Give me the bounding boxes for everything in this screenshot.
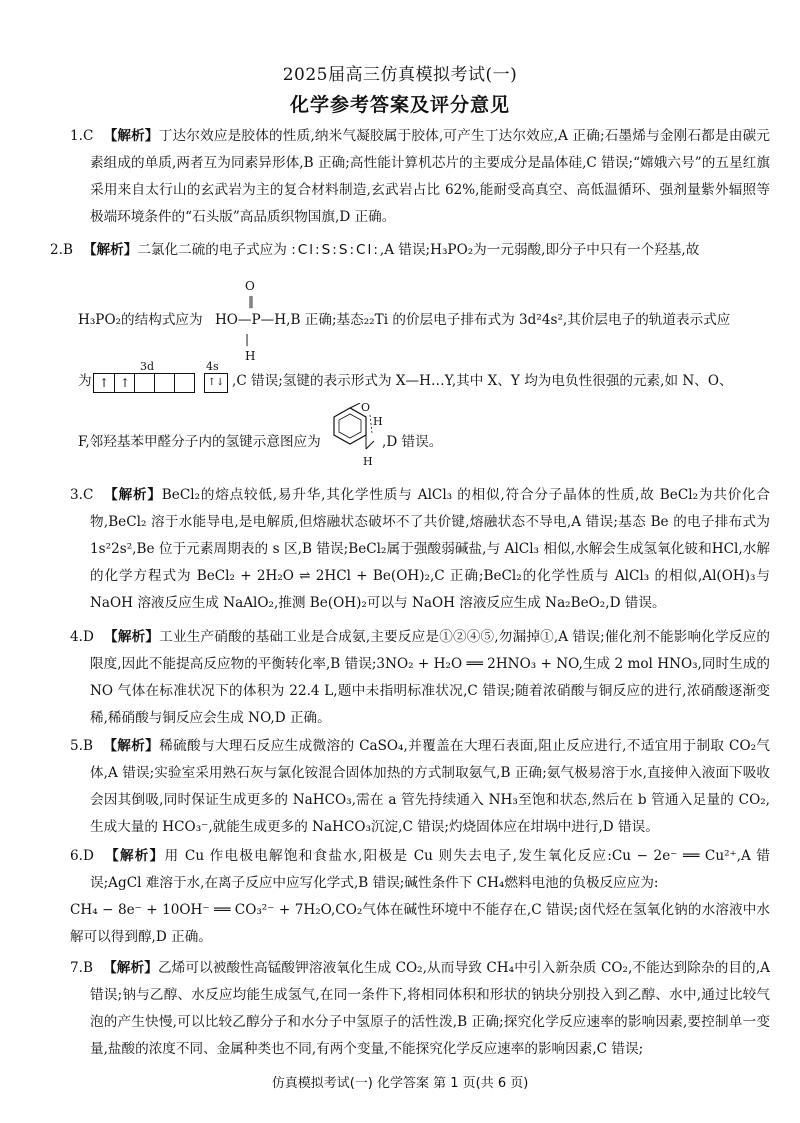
answer-text: 二氯化二硫的电子式应为	[137, 242, 287, 258]
answer-number: 7.B	[70, 960, 93, 976]
struct-double-bond: ‖	[248, 294, 254, 308]
answer-text-line	[70, 897, 770, 951]
answer-text: 为	[78, 373, 92, 389]
answer-text: F,邻羟基苯甲醛分子内的氢键示意图应为	[78, 434, 321, 450]
answer-text: 稀硫酸与大理石反应生成微溶的 CaSO₄,并覆盖在大理石表面,阻止反应进行,不适宜用于制取 CO₂气体,A 错误;实验室采用熟石灰与氯化铵混合固体加热的方式制取氨气,B 正确;氨气极易溶于水,直接伸入液面下吸收会因其倒吸,同时保证生成更多的 NaHCO₃,需在 a 管先持续通入 NH₃至饱和状态,然后在 b 管通入足量的 CO₂,生成大量的 HCO₃⁻,就能生成更多的 NaHCO₃沉淀,C 错误;灼烧固体应在坩埚中进行,D 错误。	[90, 738, 771, 835]
orbital-cell: ↑↓	[207, 377, 225, 388]
structural-formula: HO—P—H	[214, 312, 287, 328]
orbital-cell	[154, 374, 175, 392]
answer-number: 2.B	[50, 242, 73, 258]
answer-text: 工业生产硝酸的基础工业是合成氨,主要反应是①②④⑤,勿漏掉①,A 错误;催化剂不能影响化学反应的限度,因此不能提高反应物的平衡转化率,B 错误;3NO₂ + H₂O ══ 2HNO₃ + NO,生成 2 mol HNO₃,同时生成的 NO 气体在标准状况下的体积为 22.4 L,题中未指明标准状况,C 错误;随着浓硝酸与铜反应的进行,浓硝酸逐渐变稀,稀硝酸与铜反应会生成 NO,D 正确。	[90, 629, 770, 726]
answer-number: 5.B	[70, 738, 93, 754]
answer-number: 6.D	[70, 848, 94, 864]
answer-text: H₃PO₂的结构式应为	[78, 312, 203, 328]
analysis-tag: 【解析】	[103, 848, 165, 864]
orbital-cell: ↑	[114, 374, 135, 392]
answer-text: 用 Cu 作电极电解饱和食盐水,阳极是 Cu 则失去电子,发生氧化反应:Cu − 2e⁻ ══ Cu²⁺,A 错误;AgCl 难溶于水,在离子反应中应写化学式,B 错误;碱性条件下 CH₄燃料电池的负极反应应为:	[90, 848, 771, 891]
analysis-tag: 【解析】	[103, 487, 162, 503]
analysis-tag: 【解析】	[103, 128, 159, 144]
answer-2-line-2	[78, 310, 730, 330]
orbital-3d-box	[93, 373, 195, 393]
answer-text: ,A 错误;H₃PO₂为一元弱酸,即分子中只有一个羟基,故	[379, 242, 700, 258]
benzene-inner	[339, 414, 361, 438]
answer-number: 3.C	[70, 487, 94, 503]
electron-formula: :Cl:S:S:Cl:	[291, 242, 380, 258]
struct-o: O	[245, 279, 255, 293]
orbital-3d-label: 3d	[140, 360, 155, 373]
diagram-h-label: H	[363, 455, 373, 468]
struct-vbond: |	[245, 332, 250, 346]
answer-text: BeCl₂的熔点较低,易升华,其化学性质与 AlCl₃ 的相似,符合分子晶体的性质,故 BeCl₂为共价化合物,BeCl₂ 溶于水能导电,是电解质,但熔融状态破坏不了共价键,熔融状态不导电,A 错误;基态 Be 的电子排布式为 1s²2s²,Be 位于元素周期表的 s 区,B 错误;BeCl₂属于强酸弱碱盐,与 AlCl₃ 相似,水解会生成氢氧化铍和HCl,水解的化学方程式为 BeCl₂ + 2H₂O ⇌ 2HCl + Be(OH)₂,C 正确;BeCl₂的化学性质与 AlCl₃ 的相似,Al(OH)₃与NaOH 溶液反应生成 NaAlO₂,推测 Be(OH)₂可以与 NaOH 溶液反应生成 Na₂BeO₂,D 错误。	[90, 487, 771, 611]
answer-text: 乙烯可以被酸性高锰酸钾溶液氧化生成 CO₂,从而导致 CH₄中引入新杂质 CO₂,不能达到除杂的目的,A 错误;钠与乙醇、水反应均能生成氢气,在同一条件下,将相同体积和形状的钠块分别投入到乙醇、水中,通过比较气泡的产生快慢,可以比较乙醇分子和水分子中氢原子的活性泼,B 正确;探究化学反应速率的影响因素,要控制单一变量,盐酸的浓度不同、金属种类也不同,有两个变量,不能探究化学反应速率的影响因素,C 错误;	[90, 960, 771, 1057]
answer-text: ,D 错误。	[382, 434, 443, 450]
answer-text: 丁达尔效应是胶体的性质,纳米气凝胶属于胶体,可产生丁达尔效应,A 正确;石墨烯与金刚石都是由碳元素组成的单质,两者互为同素异形体,B 正确;高性能计算机芯片的主要成分是晶体硅,C 错误;“嫦娥六号”的五星红旗采用来自太行山的玄武岩为主的复合材料制造,玄武岩占比 62%,能耐受高真空、高低温循环、强剂量紫外辐照等极端环境条件的“石头版”高品质织物国旗,D 正确。	[90, 128, 770, 225]
answer-4	[70, 624, 770, 732]
bond-oh	[350, 403, 360, 408]
answer-text: ,B 正确;基态₂₂Ti 的价层电子排布式为 3d²4s²,其价层电子的轨道表示式应	[286, 312, 731, 328]
answer-1	[70, 123, 770, 231]
analysis-tag: 【解析】	[102, 738, 160, 754]
analysis-tag: 【解析】	[102, 960, 158, 976]
hydrogen-bond-dots	[370, 415, 372, 433]
answer-6	[70, 843, 770, 951]
answer-number: 1.C	[70, 128, 94, 144]
diagram-h-label: H	[373, 415, 383, 428]
struct-h: H	[245, 349, 256, 363]
diagram-o-label: O	[361, 401, 371, 414]
page-footer: 仿真模拟考试(一) 化学答案 第 1 页(共 6 页)	[271, 1076, 529, 1091]
orbital-cell	[174, 374, 195, 392]
analysis-tag: 【解析】	[82, 242, 138, 258]
answer-2-line-1	[50, 240, 699, 260]
orbital-cell	[134, 374, 155, 392]
analysis-tag: 【解析】	[103, 629, 160, 645]
page-title: 2025届高三仿真模拟考试(一)	[282, 65, 518, 85]
answer-text: CH₄ − 8e⁻ + 10OH⁻ ══ CO₃²⁻ + 7H₂O,CO₂气体在碱性环境中不能存在,C 错误;卤代烃在氢氧化钠的水溶液中水解可以得到醇,D 正确。	[70, 902, 770, 945]
answer-3	[70, 482, 770, 617]
answer-5	[70, 733, 770, 841]
orbital-4s-label: 4s	[206, 360, 219, 373]
answer-7	[70, 955, 770, 1063]
orbital-cell: ↑	[98, 376, 110, 390]
page-subtitle: 化学参考答案及评分意见	[289, 94, 510, 116]
answer-text: ,C 错误;氢键的表示形式为 X—H…Y,其中 X、Y 均为电负性很强的元素,如 N、O、	[232, 373, 733, 389]
bond-co	[366, 441, 374, 449]
orbital-4s-box	[204, 373, 228, 393]
answer-number: 4.D	[70, 629, 94, 645]
